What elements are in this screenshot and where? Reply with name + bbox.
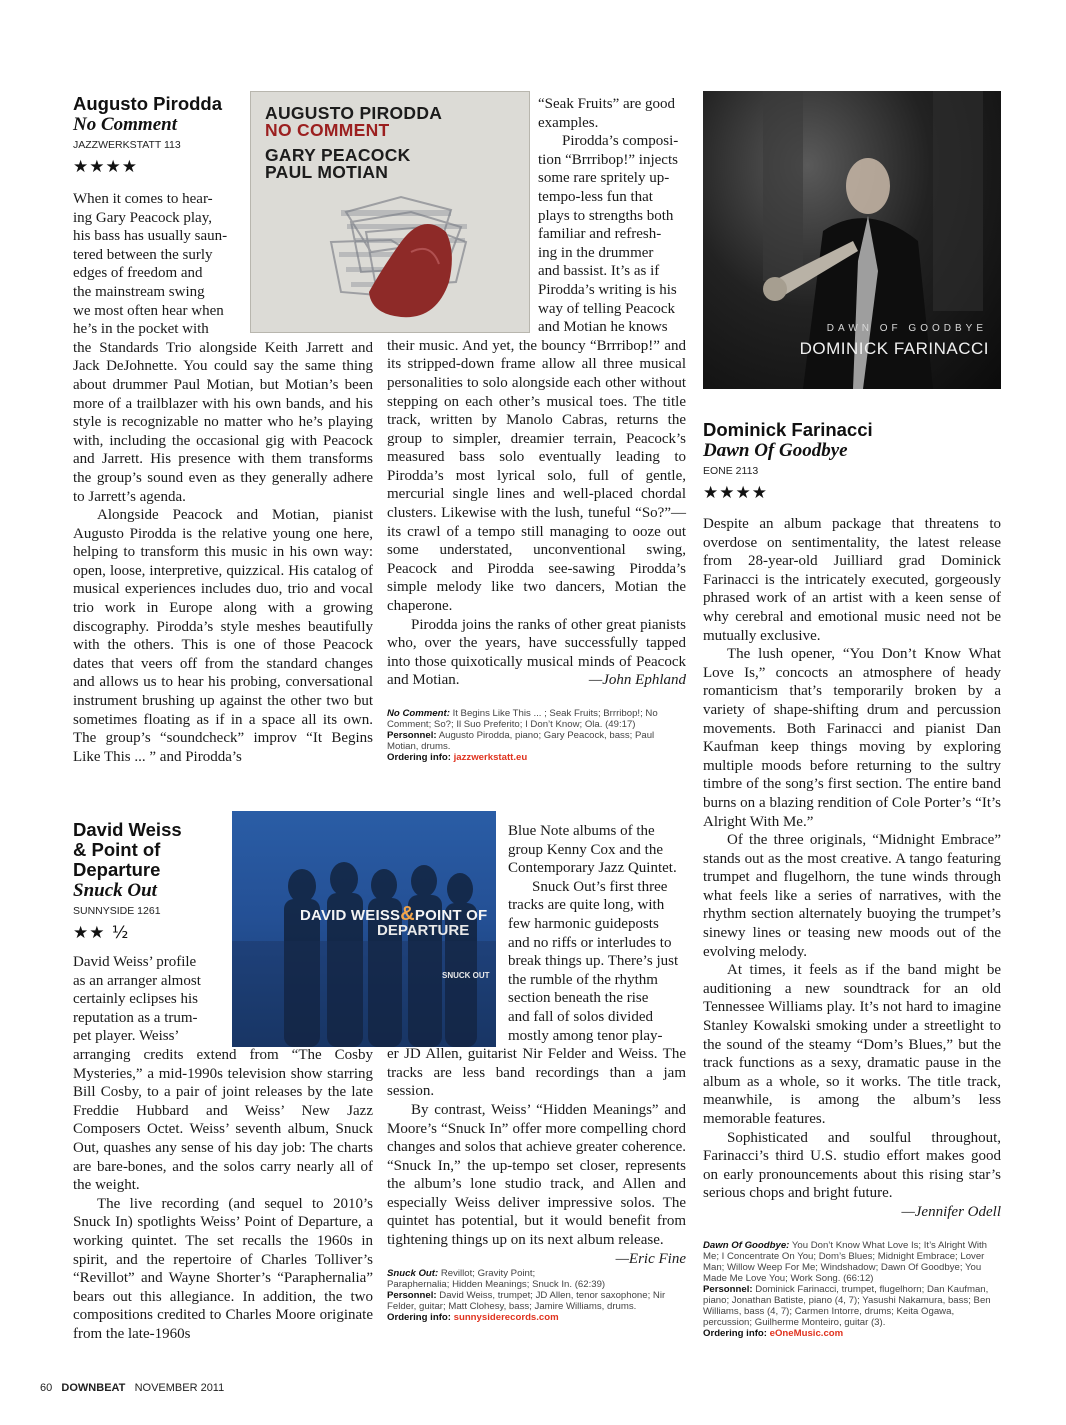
- review-paragraph: [387, 616, 686, 690]
- review-album: No Comment: [73, 114, 177, 135]
- review-text-narrow: [538, 95, 686, 337]
- review-label: EONE 2113: [703, 465, 759, 477]
- text-line: we most often hear when: [73, 302, 224, 319]
- info-tracks: You Don’t Know What Love Is; It’s Alright With Me; I Concentrate On You; Dom’s Blues; Midnight Embrace; Lover Man; Willow Weep For Me; Windshadow; Dawn Of Goodbye; You Made Me Love You; Work Song. (66:12): [703, 1239, 988, 1284]
- review-artist-line: David Weiss: [73, 819, 182, 840]
- reviewer-signature: —Eric Fine: [615, 1250, 686, 1267]
- info-album-ref: Snuck Out:: [387, 1267, 439, 1279]
- info-ordering-label: Ordering info:: [387, 752, 451, 763]
- review-text: By contrast, Weiss’ “Hidden Meanings” and Moore’s “Snuck In” offer more compelling chord changes and solos that achieve greater coherence. “Snuck In,” the up-tempo set closer, represents the album’s lone studio track, and Allen and especially Weiss deliver impressive solos. The quintet has potential, but it would benefit from tightening things up on its next album release.: [387, 1101, 686, 1249]
- reviewer-signature: —John Ephland: [588, 672, 686, 689]
- info-personnel: Dominick Farinacci, trumpet, flugelhorn; Dan Kaufman, piano; Jonathan Batiste, piano (4, 7); Yasushi Nakamura, bass; Ben Williams, bass (4, 7); Carmen Intorre, drums; Keita Ogawa, percussion; Guilherme Monteiro, guitar (3).: [703, 1283, 991, 1328]
- text-line: tered between the surly: [73, 246, 213, 263]
- pirodda-col1: [73, 190, 373, 766]
- star-rating: ★★★★: [73, 157, 138, 177]
- text-line: and Motian he knows: [538, 319, 668, 336]
- review-text-narrow: [73, 953, 221, 1046]
- cover-sideman-2: PAUL MOTIAN: [265, 162, 389, 182]
- text-line: as an arranger almost: [73, 972, 201, 989]
- text-line: tempo-less fun that: [538, 188, 653, 205]
- cover-title-departure: DEPARTURE: [377, 922, 470, 939]
- review-paragraph: Of the three originals, “Midnight Embrace” stands out as the most creative. A tango featuring trumpet and flugelhorn, the tune winds through what feels like a series of narratives, with the rhythm section alternately buoying the trumpet’s sinewy lines or teasing new moods out of the evolving melody.: [703, 832, 1001, 960]
- weiss-col1: [73, 953, 373, 1343]
- info-ordering-label: Ordering info:: [387, 1311, 451, 1323]
- cover-sideman-1: GARY PEACOCK: [265, 145, 411, 165]
- ordering-link[interactable]: jazzwerkstatt.eu: [453, 752, 528, 763]
- info-ordering-label: Ordering info:: [703, 1327, 767, 1339]
- review-text: Pirodda joins the ranks of other great pianists who, over the years, have successfully tapped into those quixotically musical minds of Peacock and Motian.: [387, 616, 686, 689]
- album-cover-dawn-of-goodbye: [703, 91, 1001, 389]
- album-info: [387, 1268, 686, 1323]
- review-paragraph: Alongside Peacock and Motian, pianist Augusto Pirodda is the relative young one here, helping to transform this music in his own way: open, loose, interpretive, quizzical. His catalog of musical experiences includes duo, trio and vocal trio work in Europe along with a growing discography. Pirodda’s style meshes beautifully with the others. This is one of those Peacock dates that veers off from the standard changes and allows us to hear his probing, conversational instrument brushing up against the other two but sometimes floating as if in a space all its own. The group’s “soundcheck” improv “It Begins Like This ... ” and Pirodda’s: [73, 507, 373, 765]
- text-line: and no riffs or interludes to: [508, 934, 672, 951]
- text-line: and fall of solos divided: [508, 1008, 653, 1025]
- text-line: group Kenny Cox and the: [508, 841, 663, 858]
- review-paragraph: Despite an album package that threatens to overdose on sentimentality, the latest release from 28-year-old Juilliard grad Dominick Farinacci is the intricately executed, gorgeously phrased work of an artist with a keen sense of why cerebral and emotional music need not be mutually exclusive.: [703, 516, 1001, 644]
- cover-album: SNUCK OUT: [442, 971, 490, 980]
- text-line: certainly eclipses his: [73, 991, 198, 1008]
- magazine-name: DOWNBEAT: [61, 1382, 126, 1394]
- ordering-link[interactable]: eOneMusic.com: [769, 1327, 844, 1339]
- text-line: his bass has usually saun-: [73, 228, 228, 245]
- text-line: the mainstream swing: [73, 283, 205, 300]
- info-tracks: Revillot; Gravity Point; Paraphernalia; Hidden Meanings; Snuck In. (62:39): [387, 1267, 606, 1290]
- review-text-narrow: [73, 190, 235, 339]
- text-line: section beneath the rise: [508, 990, 649, 1007]
- text-line: When it comes to hear-: [73, 191, 213, 207]
- review-paragraph: The live recording (and sequel to 2010’s Snuck In) spotlights Weiss’ Point of Departure, a working quintet. The set recalls the 1960s in spirit, and the repertoire of Charles Tolliver’s “Revillot” and Wayne Shorter’s “Paraphernalia” bears out this allegiance. In addition, the two compositions credited to Charles Moore originate from the late-1960s: [73, 1195, 373, 1342]
- text-line: edges of freedom and: [73, 265, 203, 282]
- page-footer: [40, 1382, 224, 1394]
- cover-ampersand: &: [400, 903, 415, 925]
- text-line: break things up. There’s just: [508, 953, 679, 970]
- reviewer-signature: —Jennifer Odell: [901, 1203, 1001, 1220]
- review-album: Snuck Out: [73, 880, 157, 901]
- info-personnel-label: Personnel:: [387, 730, 437, 741]
- review-paragraph: er JD Allen, guitarist Nir Felder and Weiss. The tracks are less band recordings than a jam session.: [387, 1046, 686, 1100]
- cover-artist-name: DOMINICK FARINACCI: [799, 339, 989, 358]
- album-info: [387, 708, 686, 763]
- farinacci-header: [703, 420, 1001, 504]
- page-number: 60: [40, 1382, 53, 1394]
- cover-artist: AUGUSTO PIRODDA: [265, 103, 443, 123]
- review-paragraph: Sophisticated and soulful throughout, Farinacci’s third U.S. studio effort makes good on early pronouncements about this rising star’s serious chops and bright future.: [703, 1129, 1001, 1202]
- text-line: “Seak Fruits” are good: [538, 96, 676, 112]
- farinacci-body: [703, 515, 1001, 1339]
- info-album-ref: No Comment:: [387, 708, 450, 719]
- text-line: plays to strengths both: [538, 207, 674, 224]
- text-line: and bassist. It’s as if: [538, 263, 660, 280]
- text-line: Contemporary Jazz Quintet.: [508, 860, 677, 877]
- info-tracks: It Begins Like This ... ; Seak Fruits; Brrribop!; No Comment; So?; Il Suo Preferito; I Don’t Know; Ola. (49:17): [387, 708, 658, 730]
- text-line: Snuck Out’s first three: [532, 878, 668, 895]
- review-label: SUNNYSIDE 1261: [73, 905, 161, 917]
- review-label: JAZZWERKSTATT 113: [73, 139, 181, 151]
- text-line: reputation as a trum-: [73, 1009, 198, 1026]
- review-album: Dawn Of Goodbye: [703, 440, 848, 461]
- review-artist: Augusto Pirodda: [73, 93, 223, 114]
- text-line: examples.: [538, 114, 599, 131]
- text-line: familiar and refresh-: [538, 226, 662, 243]
- text-line: ing Gary Peacock play,: [73, 209, 212, 226]
- text-line: David Weiss’ profile: [73, 954, 197, 970]
- weiss-col2: [387, 822, 686, 1323]
- text-line: way of telling Peacock: [538, 300, 676, 317]
- ordering-link[interactable]: sunnysiderecords.com: [453, 1311, 559, 1323]
- review-paragraph: their music. And yet, the bouncy “Brrribop!” and its stripped-down frame allow all three musical personalities to solo alongside each other without stepping on each other’s musical toes. The title track, written by Manolo Cabras, returns the group to simpler, dreamier terrain, Peacock’s measured bass solo eventually leading to Pirodda’s most lyrical solo, full of gentle, mercurial single lines and well-placed chordal clusters. Likewise with the lush, tuneful “So?”—its crawl of a tempo still managing to ooze out some understated, unconventional swing, Peacock and Pirodda see-sawing Pirodda’s simple melody like two dancers, Motian the chaperone.: [387, 337, 686, 615]
- text-line: Pirodda’s composi-: [562, 133, 679, 150]
- text-line: Pirodda’s writing is his: [538, 281, 677, 298]
- cover-title-part: POINT OF: [414, 907, 488, 924]
- info-personnel-label: Personnel:: [387, 1289, 437, 1301]
- star-rating: ★★★★: [703, 483, 768, 503]
- text-line: tracks are quite long, with: [508, 897, 665, 914]
- cover-title-part: DAVID WEISS: [300, 907, 401, 924]
- text-line: mostly among tenor play-: [508, 1027, 663, 1044]
- review-paragraph: The lush opener, “You Don’t Know What Love Is,” concocts an atmosphere of heady romanticism that’s temporarily broken by a variety of shape-shifting drum and percussion movements. Both Farinacci and pianist Dan Kaufman keep things moving by exploring multiple moods before returning to the sultry timbre of the song’s first section. The entire band burns on a blazing rendition of Cole Porter’s “It’s Alright With Me.”: [703, 646, 1001, 830]
- weiss-header: [73, 820, 233, 944]
- review-artist-line: & Point of: [73, 839, 161, 860]
- text-line: ing in the drummer: [538, 244, 654, 261]
- star-rating: ★★ ½: [73, 923, 130, 943]
- pirodda-col2: [387, 95, 686, 763]
- info-album-ref: Dawn Of Goodbye:: [703, 1239, 790, 1251]
- issue-date: NOVEMBER 2011: [134, 1382, 225, 1394]
- review-paragraph: the Standards Trio alongside Keith Jarrett and Jack DeJohnette. You could say the same thing about drummer Paul Motian, but Motian’s been more of a trailblazer with his own bands, and his style is recognizable no matter who he’s playing with, including the occasional gig with Peacock and Jarrett. His presence with them transforms the group’s sound even as they generally adhere to Jarrett’s agenda.: [73, 339, 373, 505]
- review-paragraph: arranging credits extend from “The Cosby Mysteries,” a mid-1990s television show starring Bill Cosby, to a pair of joint releases by the late Freddie Hubbard and Weiss’ New Jazz Composers Octet. Weiss’ seventh album, Snuck Out, quashes any sense of his day job: The charts are bare-bones, and the solos carry nearly all of the weight.: [73, 1046, 373, 1194]
- album-info: [703, 1240, 1001, 1339]
- review-paragraph: At times, it feels as if the band might be auditioning a new soundtrack for an old Tennessee Williams play. It’s not hard to imagine Stanley Kowalski smoking under a streetlight to the sound of the steamy “Dom’s Blues,” but the track functions as a sexy, dramatic pause in the album as a whole, so it works. The title track, meanwhile, is among the album’s less memorable features.: [703, 962, 1001, 1127]
- review-text-narrow: [508, 822, 686, 1045]
- text-line: few harmonic guideposts: [508, 915, 659, 932]
- info-personnel: Augusto Pirodda, piano; Gary Peacock, bass; Paul Motian, drums.: [387, 730, 655, 752]
- text-line: he’s in the pocket with: [73, 321, 209, 338]
- cover-title: NO COMMENT: [265, 120, 390, 140]
- text-line: the rumble of the rhythm: [508, 971, 658, 988]
- pirodda-header: [73, 94, 253, 178]
- text-line: Blue Note albums of the: [508, 823, 655, 839]
- cover-album-title: DAWN OF GOODBYE: [826, 323, 987, 334]
- info-personnel: David Weiss, trumpet; JD Allen, tenor saxophone; Nir Felder, guitar; Matt Clohesy, bass; Jamire Williams, drums.: [387, 1289, 666, 1312]
- review-paragraph: [387, 1101, 686, 1267]
- info-personnel-label: Personnel:: [703, 1283, 753, 1295]
- text-line: pet player. Weiss’: [73, 1028, 180, 1045]
- text-line: some rare spritely up-: [538, 170, 670, 187]
- review-artist-line: Departure: [73, 859, 161, 880]
- text-line: tion “Brrribop!” injects: [538, 151, 678, 168]
- review-artist: Dominick Farinacci: [703, 419, 873, 440]
